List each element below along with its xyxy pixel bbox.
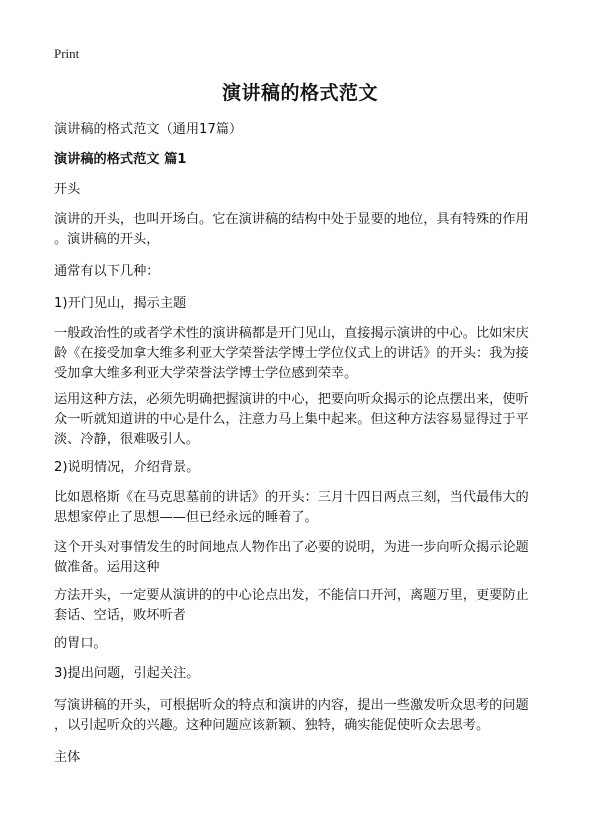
paragraph-line: 一般政治性的或者学术性的演讲稿都是开门见山，直接揭示演讲的中心。比如宋庆	[54, 326, 529, 341]
paragraph-line: 通常有以下几种：	[54, 264, 160, 279]
list-item-heading: 1)开门见山，揭示主题	[54, 296, 187, 311]
paragraph-line: 方法开头，一定要从演讲的的中心论点出发，不能信口开河，离题万里，更要防止	[54, 588, 529, 603]
paragraph-line: 做准备。运用这种	[54, 560, 160, 575]
subtitle: 演讲稿的格式范文（通用17篇）	[54, 122, 243, 137]
paragraph-heading: 开头	[54, 182, 81, 197]
list-item-heading: 3)提出问题，引起关注。	[54, 666, 200, 681]
document-title: 演讲稿的格式范文	[221, 82, 378, 104]
paragraph-line: 演讲的开头，也叫开场白。它在演讲稿的结构中处于显要的地位，具有特殊的作用	[54, 212, 529, 227]
paragraph-line: ，以引起听众的兴趣。这种问题应该新颖、独特，确实能促使听众去思考。	[54, 718, 490, 733]
paragraph-line: 淡、冷静，很难吸引人。	[54, 432, 200, 447]
paragraph-line: 的胃口。	[54, 636, 107, 651]
list-item-heading: 2)说明情况，介绍背景。	[54, 460, 200, 475]
paragraph-line: 众一听就知道讲的中心是什么，注意力马上集中起来。但这种方法容易显得过于平	[54, 412, 529, 427]
paragraph-line: 受加拿大维多利亚大学荣誉法学博士学位感到荣幸。	[54, 366, 358, 381]
paragraph-line: 。演讲稿的开头，	[54, 232, 160, 247]
paragraph-heading: 主体	[54, 750, 81, 765]
section-heading: 演讲稿的格式范文 篇1	[54, 152, 187, 167]
paragraph-line: 写演讲稿的开头，可根据听众的特点和演讲的内容，提出一些激发听众思考的问题	[54, 698, 529, 713]
paragraph-line: 思想家停止了思想——但已经永远的睡着了。	[54, 510, 318, 525]
print-label[interactable]: Print	[54, 46, 80, 61]
paragraph-line: 套话、空话，败坏听者	[54, 608, 186, 623]
paragraph-line: 运用这种方法，必须先明确把握演讲的中心，把要向听众揭示的论点摆出来，使听	[54, 392, 529, 407]
paragraph-line: 比如恩格斯《在马克思墓前的讲话》的开头：三月十四日两点三刻，当代最伟大的	[54, 490, 529, 505]
paragraph-line: 这个开头对事情发生的时间地点人物作出了必要的说明，为进一步向听众揭示论题	[54, 540, 529, 555]
paragraph-line: 龄《在接受加拿大维多利亚大学荣誉法学博士学位仪式上的讲话》的开头：我为接	[54, 346, 529, 361]
